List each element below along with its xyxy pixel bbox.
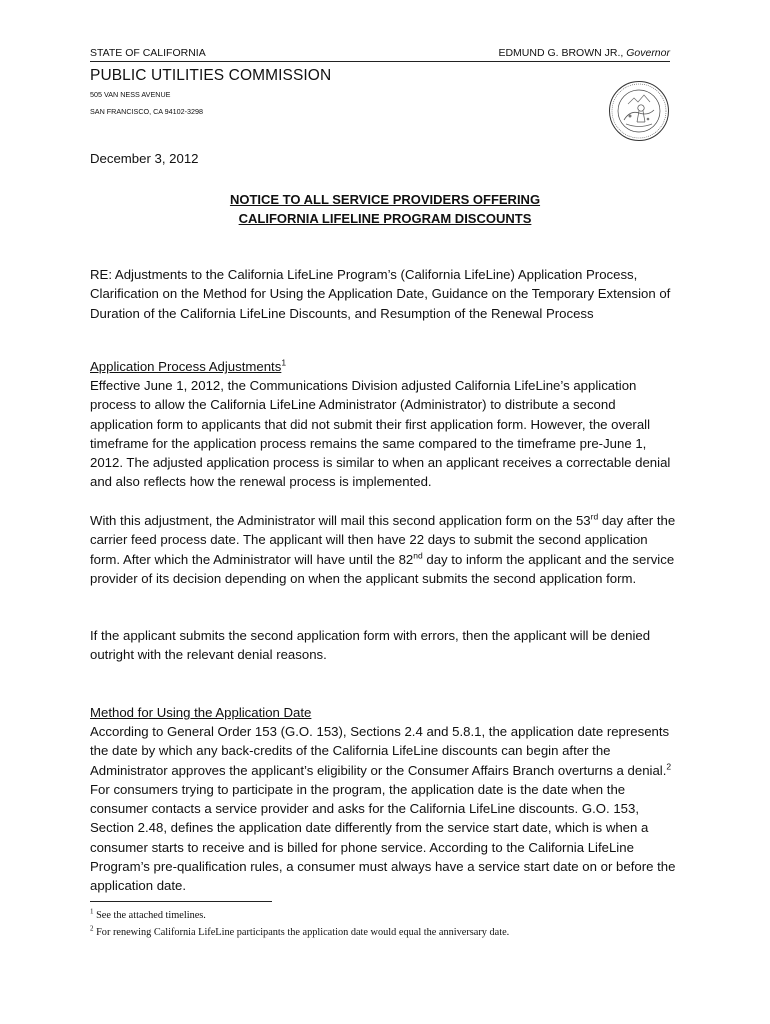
paragraph-errors: If the applicant submits the second application form with errors, then the applicant will be denied outright with the relevant denial reasons. [90,628,651,663]
ordinal-suffix-rd: rd [590,511,599,522]
footnote-ref-2: 2 [666,761,672,772]
footnote-text-2: For renewing California LifeLine participants the application date would equal the anniversary date. [93,927,510,938]
address-line-2: SAN FRANCISCO, CA 94102-3298 [90,107,204,116]
para2-part-a: With this adjustment, the Administrator will mail this second application form on the 53 [90,513,591,528]
para2-part-b: day after the carrier feed process date. The applicant will then have 22 days to submit the second application form. After which the Administrator will have until the 82 [90,513,676,567]
letterhead-top [90,47,670,61]
section2-part-a: According to General Order 153 (G.O. 153), Sections 2.4 and 5.8.1, the application date represents the date by which any back-credits of the California LifeLine discounts can begin after the Administrator approves the applicant’s eligibility or the Consumer Affairs Branch overturns a denial. [90,724,670,778]
section-heading-text: Application Process Adjustments [90,359,282,374]
agency-name: PUBLIC UTILITIES COMMISSION [90,67,332,84]
governor-line [498,47,670,59]
state-seal-icon [608,80,670,142]
footnote-ref-1: 1 [281,357,287,368]
letter-date: December 3, 2012 [90,151,199,166]
footnote-divider [90,901,272,902]
address-line-1: 505 VAN NESS AVENUE [90,90,171,99]
footnote-mark-2: 2 [90,924,94,933]
ordinal-suffix-nd: nd [413,550,423,561]
section2-part-b: For consumers trying to participate in the program, the application date is the date when the consumer contacts a service provider and asks for the California LifeLine discounts. G.O. 153, Section 2.48, defines the application date differently from the service start date, which is when a consumer starts to receive and is billed for phone service. According to the California LifeLine Program’s pre-qualification rules, a consumer must always have a service start date on or before the application date. [90,781,676,894]
governor-name: EDMUND G. BROWN JR., [498,47,624,59]
paragraph-effective-date: Effective June 1, 2012, the Communications Division adjusted California LifeLine’s application process to allow the California LifeLine Administrator (Administrator) to distribute a second application form to applicants that did not submit their first application form. However, the overall timeframe for the application process remains the same compared to the timeframe pre-June 1, 2012. The adjusted application process is similar to when an applicant receives a correctable denial and also reflects how the renewal process is implemented. [90,378,671,490]
notice-title-line-2: CALIFORNIA LIFELINE PROGRAM DISCOUNTS [238,211,532,226]
footnote-1 [90,907,206,921]
paragraph-second-form [90,511,680,588]
header-divider [90,61,670,62]
footnote-mark-1: 1 [90,907,94,916]
paragraph-application-date [90,722,680,896]
section-heading-application-date: Method for Using the Application Date [90,705,312,720]
governor-title: Governor [626,47,670,59]
para2-part-c: day to inform the applicant and the service provider of its decision depending on when the applicant submits the second application form. [90,551,675,586]
notice-title [90,190,680,228]
footnote-2 [90,924,510,938]
state-name: STATE OF CALIFORNIA [90,47,206,59]
re-line: RE: Adjustments to the California LifeLine Program’s (California LifeLine) Application Process, Clarification on the Method for Using the Application Date, Guidance on the Temporary Extension of Duration of the California LifeLine Discounts, and Resumption of the Renewal Process [90,267,671,321]
notice-title-line-1: NOTICE TO ALL SERVICE PROVIDERS OFFERING [229,192,541,207]
footnote-text-1: See the attached timelines. [93,910,206,921]
section-heading-application-process [90,357,680,376]
